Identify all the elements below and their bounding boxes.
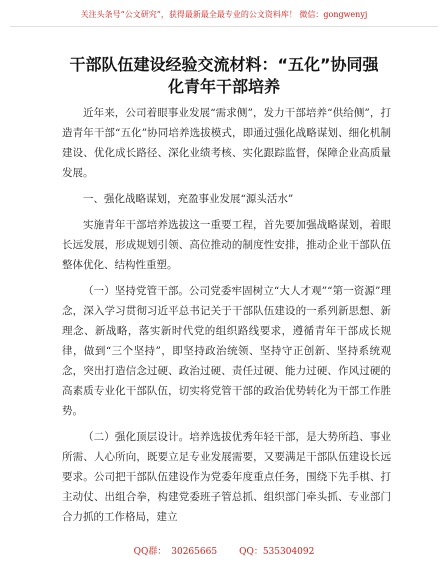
title-line-1: 干部队伍建设经验交流材料：“五化”协同强: [69, 55, 379, 74]
footer-qq-group: QQ群： 30265665: [133, 547, 218, 557]
footer-qq-number: QQ：535304092: [239, 547, 315, 557]
paragraph-section-1: 实施青年干部培养选拔这一重要工程，首先要加强战略谋划，着眼长远发展，形成规划引领、高位推动的制度性安排，推动企业干部队伍整体优化、结构性重塑。: [62, 219, 391, 271]
header-divider: [10, 26, 438, 27]
document-title: [40, 54, 408, 98]
paragraph-intro: 近年来，公司着眼事业发展“需求侧”，发力干部培养“供给侧”，打造青年干部“五化”协同培养选拔模式，即通过强化战略谋划、细化机制建设、优化成长路径、深化业绩考核、实化跟踪监督，保障企业高质量发展。: [62, 107, 391, 179]
paragraph-point-1: （一）坚持党管干部。公司党委牢固树立“大人才观”“第一资源”理念，深入学习贯彻习近平总书记关于干部队伍建设的一系列新思想、新理念、新战略，落实新时代党的组织路线要求，遵循青年干部成长规律，做到“三个坚持”，即坚持政治统领、坚持守正创新、坚持系统观念，突出打造信念过硬、政治过硬、责任过硬、能力过硬、作风过硬的高素质专业化干部队伍，切实将党管干部的政治优势转化为干部工作胜势。: [62, 285, 391, 417]
section-heading-1: 一、强化战略谋划，充盈事业发展“源头活水”: [83, 193, 294, 205]
title-line-2: 化青年干部培养: [167, 77, 280, 96]
paragraph-point-2: （二）强化顶层设计。培养选拔优秀年轻干部，是大势所趋、事业所需、人心所向，既要立足专业发展需要，又要满足干部队伍建设长远要求。公司把干部队伍建设作为党委年度重点任务，围绕下先手棋、打主动仗、出组合拳，构建党委班子管总抓、组织部门牵头抓、专业部门合力抓的工作格局，建立: [62, 431, 391, 523]
header-promo-text: 关注头条号“公文研究”，获得最新最全最专业的公文资料库！ 微信：gongwenyj: [80, 10, 368, 19]
footer-contact: [0, 545, 448, 559]
document-body: [62, 103, 391, 527]
